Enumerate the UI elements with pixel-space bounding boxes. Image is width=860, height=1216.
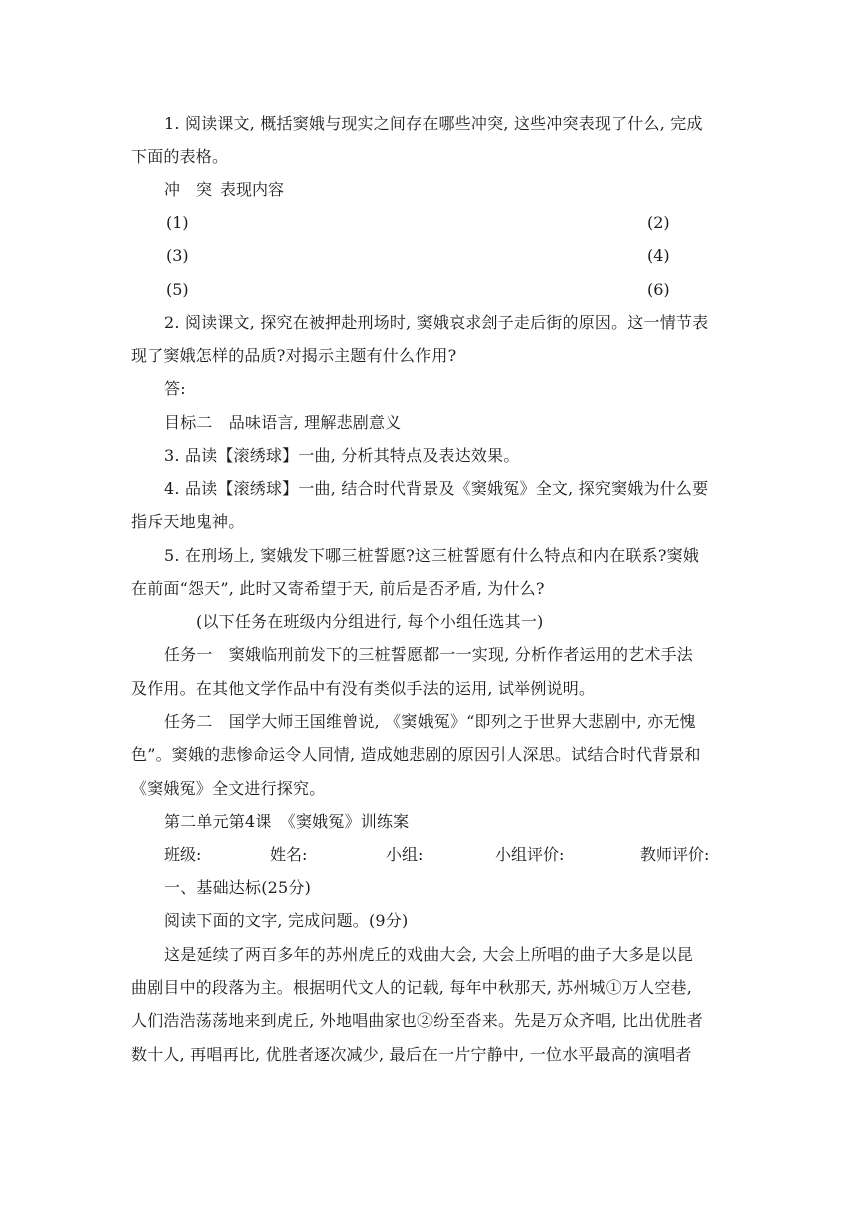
question-2-line-2: 现了窦娥怎样的品质?对揭示主题有什么作用?: [131, 346, 457, 365]
task-2-line-1: 任务二 国学大师王国维曾说, 《窦娥冤》“即列之于世界大悲剧中, 亦无愧: [164, 712, 696, 731]
question-5-line-2: 在前面“怨天”, 此时又寄希望于天, 前后是否矛盾, 为什么?: [131, 579, 545, 598]
name-label: 姓名:: [270, 845, 308, 864]
task-2-line-2: 色”。窦娥的悲惨命运令人同情, 造成她悲剧的原因引人深思。试结合时代背景和: [131, 745, 701, 764]
table-cell: (5): [166, 280, 189, 299]
task-1-line-2: 及作用。在其他文学作品中有没有类似手法的运用, 试举例说明。: [131, 679, 596, 698]
passage-line-4: 数十人, 再唱再比, 优胜者逐次减少, 最后在一片宁静中, 一位水平最高的演唱者: [131, 1045, 692, 1064]
table-header-conflict: 冲 突: [164, 180, 213, 199]
group-task-note: (以下任务在班级内分组进行, 每个小组任选其一): [196, 612, 544, 631]
question-4-line-2: 指斥天地鬼神。: [131, 512, 245, 531]
section-title: 第二单元第4课 《窦娥冤》训练案: [164, 812, 410, 831]
question-4-line-1: 4. 品读【滚绣球】一曲, 结合时代背景及《窦娥冤》全文, 探究窦娥为什么要: [164, 479, 709, 498]
passage-line-3: 人们浩浩荡荡地来到虎丘, 外地唱曲家也②纷至沓来。先是万众齐唱, 比出优胜者: [131, 1011, 703, 1030]
table-header-content: 表现内容: [220, 180, 285, 199]
task-2-line-3: 《窦娥冤》全文进行探究。: [131, 779, 326, 798]
class-label: 班级:: [164, 845, 202, 864]
table-cell: (4): [647, 246, 670, 265]
question-5-line-1: 5. 在刑场上, 窦娥发下哪三桩誓愿?这三桩誓愿有什么特点和内在联系?窦娥: [164, 546, 700, 565]
table-cell: (1): [166, 213, 189, 232]
teacher-evaluation-label: 教师评价:: [640, 845, 710, 864]
table-cell: (3): [166, 246, 189, 265]
question-2-line-1: 2. 阅读课文, 探究在被押赴刑场时, 窦娥哀求刽子走后街的原因。这一情节表: [164, 313, 709, 332]
passage-line-2: 曲剧目中的段落为主。根据明代文人的记载, 每年中秋那天, 苏州城①万人空巷,: [131, 978, 693, 997]
reading-instruction: 阅读下面的文字, 完成问题。(9分): [164, 911, 409, 930]
goal-2-heading: 目标二 品味语言, 理解悲剧意义: [164, 413, 402, 432]
passage-line-1: 这是延续了两百多年的苏州虎丘的戏曲大会, 大会上所唱的曲子大多是以昆: [164, 945, 693, 964]
table-cell: (6): [647, 280, 670, 299]
question-1-line-2: 下面的表格。: [131, 147, 229, 166]
group-label: 小组:: [386, 845, 424, 864]
question-2-answer-label: 答:: [164, 379, 186, 398]
question-3: 3. 品读【滚绣球】一曲, 分析其特点及表达效果。: [164, 446, 520, 465]
table-cell: (2): [647, 213, 670, 232]
question-1-line-1: 1. 阅读课文, 概括窦娥与现实之间存在哪些冲突, 这些冲突表现了什么, 完成: [164, 114, 703, 133]
task-1-line-1: 任务一 窦娥临刑前发下的三桩誓愿都一一实现, 分析作者运用的艺术手法: [164, 645, 693, 664]
part-1-heading: 一、基础达标(25分): [164, 878, 312, 897]
group-evaluation-label: 小组评价:: [495, 845, 565, 864]
